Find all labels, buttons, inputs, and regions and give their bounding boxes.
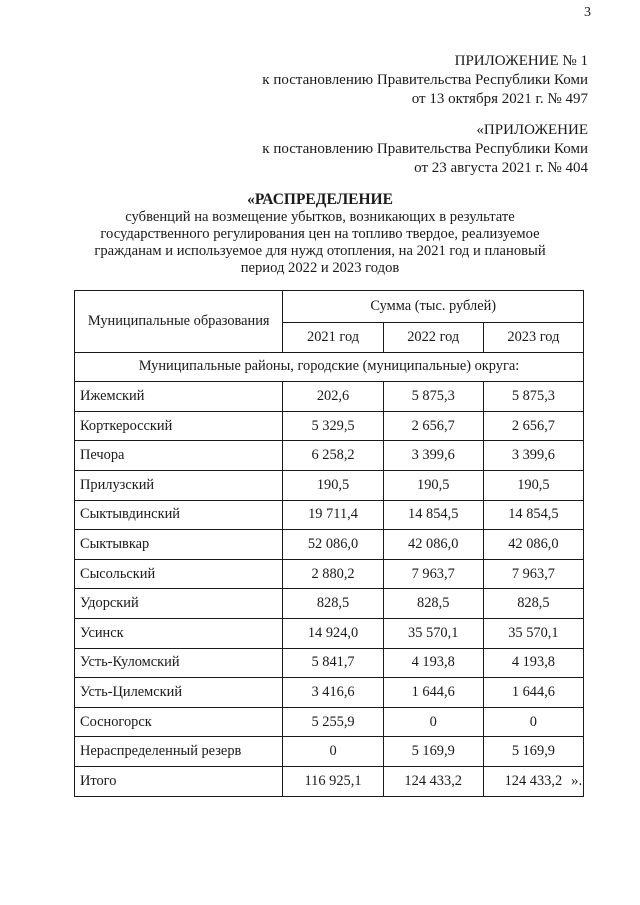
municipality-name: Сысольский — [75, 559, 283, 589]
section-label: Муниципальные районы, городские (муниципальные) округа: — [75, 352, 584, 382]
closing-quote: ». — [571, 773, 583, 789]
table-row — [75, 441, 584, 471]
value-2022: 14 854,5 — [383, 500, 483, 530]
table-section-row — [75, 352, 584, 382]
value-2021: 14 924,0 — [283, 618, 383, 648]
table-row — [75, 737, 584, 767]
table-row — [75, 589, 584, 619]
value-2023: 828,5 — [483, 589, 583, 619]
value-2021: 5 255,9 — [283, 707, 383, 737]
value-2021: 190,5 — [283, 470, 383, 500]
value-2023: 3 399,6 — [483, 441, 583, 471]
value-2023: 1 644,6 — [483, 678, 583, 708]
value-2023: 0 — [483, 707, 583, 737]
value-2023: 14 854,5 — [483, 500, 583, 530]
value-2022: 4 193,8 — [383, 648, 483, 678]
value-2022: 2 656,7 — [383, 411, 483, 441]
table-header-row — [75, 291, 584, 323]
table-row — [75, 500, 584, 530]
value-2022: 0 — [383, 707, 483, 737]
municipality-name: Усинск — [75, 618, 283, 648]
header-year-2022: 2022 год — [383, 323, 483, 353]
document-heading — [0, 191, 640, 277]
value-2022: 35 570,1 — [383, 618, 483, 648]
table-row — [75, 766, 584, 796]
municipality-name: Усть-Куломский — [75, 648, 283, 678]
value-2022: 3 399,6 — [383, 441, 483, 471]
table-row — [75, 678, 584, 708]
value-2022: 828,5 — [383, 589, 483, 619]
municipality-name: Нераспределенный резерв — [75, 737, 283, 767]
value-2023: 35 570,1 — [483, 618, 583, 648]
table-row — [75, 411, 584, 441]
appendix-1-title: ПРИЛОЖЕНИЕ № 1 — [454, 53, 588, 69]
document-subtitle: субвенций на возмещение убытков, возникающих в результате государственного регулирования цен на топливо твердое, реализуемое гражданам и используемое для нужд отопления, на 2021 год и плановый период 2022 и 2023 годов — [94, 209, 546, 276]
value-2023: 7 963,7 — [483, 559, 583, 589]
value-2023: 2 656,7 — [483, 411, 583, 441]
value-2021: 3 416,6 — [283, 678, 383, 708]
table-row — [75, 470, 584, 500]
municipality-name: Усть-Цилемский — [75, 678, 283, 708]
value-2023: 190,5 — [483, 470, 583, 500]
municipality-name: Сосногорск — [75, 707, 283, 737]
value-2021: 6 258,2 — [283, 441, 383, 471]
table-row — [75, 382, 584, 412]
distribution-table — [74, 290, 584, 797]
value-2023: 4 193,8 — [483, 648, 583, 678]
municipality-name: Сыктывкар — [75, 530, 283, 560]
municipality-name: Итого — [75, 766, 283, 796]
value-2022: 42 086,0 — [383, 530, 483, 560]
appendix-2-date: от 23 августа 2021 г. № 404 — [414, 160, 588, 176]
value-2022: 5 875,3 — [383, 382, 483, 412]
value-2021: 52 086,0 — [283, 530, 383, 560]
value-2022: 7 963,7 — [383, 559, 483, 589]
value-2023: 5 169,9 — [483, 737, 583, 767]
value-2022: 1 644,6 — [383, 678, 483, 708]
document-title: «РАСПРЕДЕЛЕНИЕ — [247, 191, 393, 208]
table-row — [75, 530, 584, 560]
table-row — [75, 618, 584, 648]
municipality-name: Сыктывдинский — [75, 500, 283, 530]
table-row — [75, 648, 584, 678]
municipality-name: Прилузский — [75, 470, 283, 500]
table-row — [75, 559, 584, 589]
value-2021: 5 329,5 — [283, 411, 383, 441]
value-2021: 2 880,2 — [283, 559, 383, 589]
municipality-name: Корткеросский — [75, 411, 283, 441]
value-2021: 19 711,4 — [283, 500, 383, 530]
municipality-name: Ижемский — [75, 382, 283, 412]
header-year-2023: 2023 год — [483, 323, 583, 353]
municipality-name: Печора — [75, 441, 283, 471]
value-2021: 828,5 — [283, 589, 383, 619]
value-2022: 124 433,2 — [383, 766, 483, 796]
value-2023: 124 433,2 — [483, 766, 583, 796]
value-2023: 5 875,3 — [483, 382, 583, 412]
header-year-2021: 2021 год — [283, 323, 383, 353]
appendix-2-title: «ПРИЛОЖЕНИЕ — [476, 122, 588, 138]
table-row — [75, 707, 584, 737]
value-2021: 0 — [283, 737, 383, 767]
appendix-1-reference: к постановлению Правительства Республики Коми — [262, 72, 588, 88]
page-number: 3 — [584, 5, 591, 20]
value-2023: 42 086,0 — [483, 530, 583, 560]
value-2021: 116 925,1 — [283, 766, 383, 796]
appendix-2-block — [262, 121, 588, 178]
header-municipal: Муниципальные образования — [75, 291, 283, 353]
header-sum: Сумма (тыс. рублей) — [283, 291, 584, 323]
appendix-1-block — [262, 52, 588, 109]
value-2022: 5 169,9 — [383, 737, 483, 767]
appendix-1-date: от 13 октября 2021 г. № 497 — [411, 91, 588, 107]
value-2021: 5 841,7 — [283, 648, 383, 678]
value-2021: 202,6 — [283, 382, 383, 412]
municipality-name: Удорский — [75, 589, 283, 619]
appendix-2-reference: к постановлению Правительства Республики Коми — [262, 141, 588, 157]
value-2022: 190,5 — [383, 470, 483, 500]
